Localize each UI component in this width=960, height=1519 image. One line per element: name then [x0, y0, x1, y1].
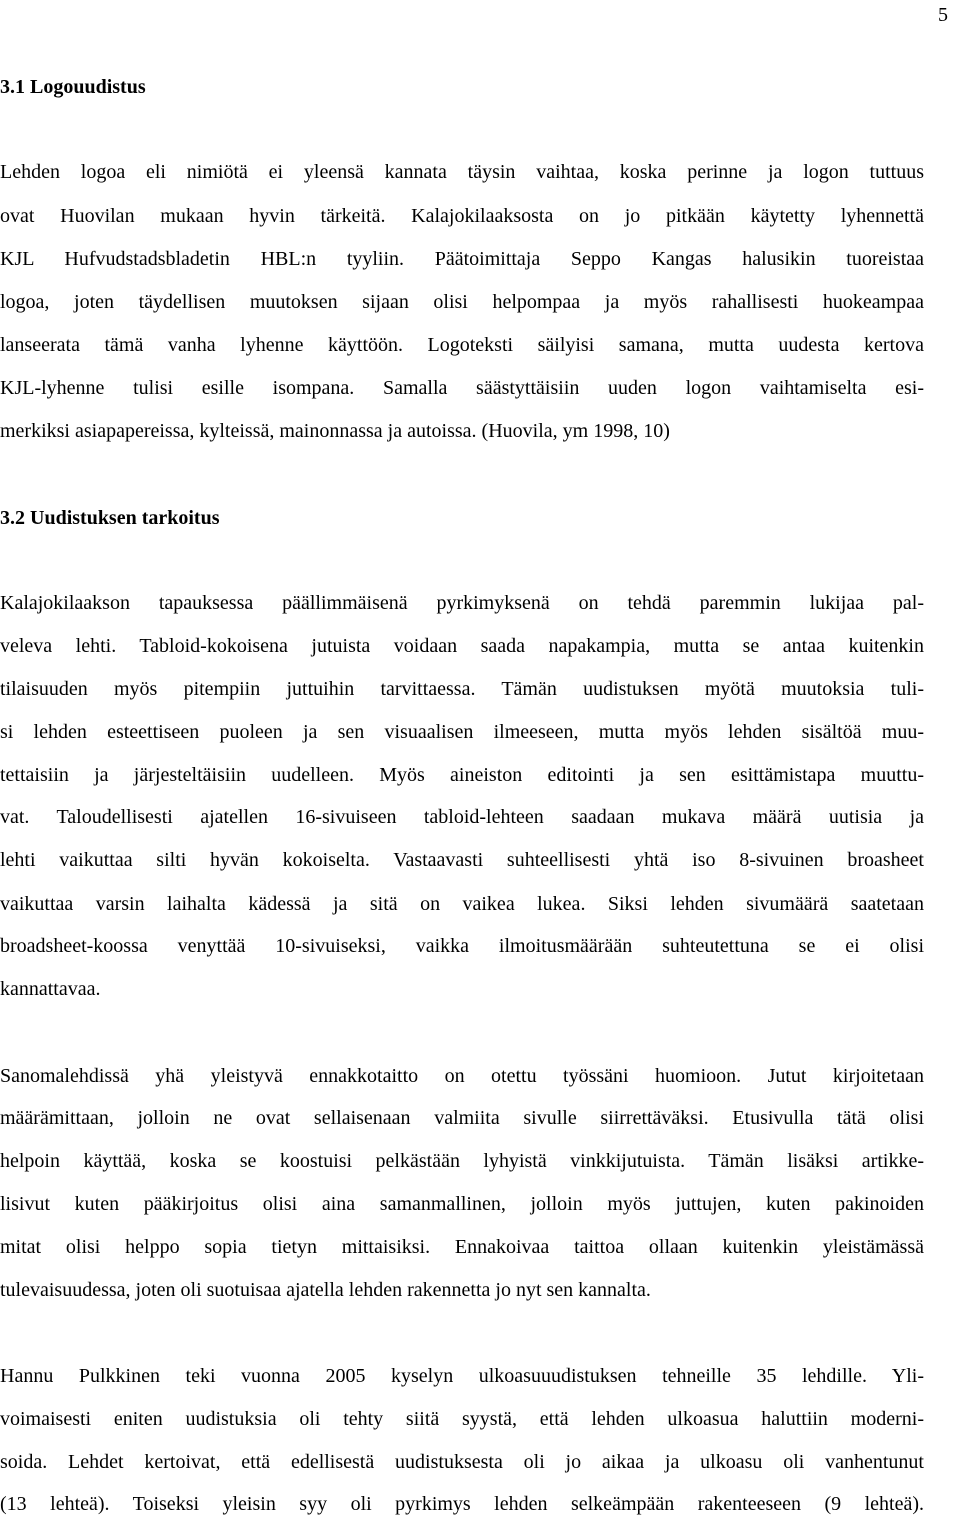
text-line: logoa, joten täydellisen muutoksen sijaan olisi helpompaa ja myös rahallisesti huokeampaa [0, 291, 924, 313]
text-line: tettaisiin ja järjesteltäisiin uudelleen. Myös aineiston editointi ja sen esittämistapa muuttu- [0, 764, 924, 786]
text-line: lehti vaikuttaa silti hyvän kokoiselta. Vastaavasti suhteellisesti yhtä iso 8-sivuinen broasheet [0, 849, 924, 871]
text-line: merkiksi asiapapereissa, kylteissä, mainonnassa ja autoissa. (Huovila, ym 1998, 10) [0, 420, 670, 442]
text-line: KJL-lyhenne tulisi esille isompana. Samalla säästyttäisiin uuden logon vaihtamiselta esi- [0, 377, 924, 399]
text-line: vaikuttaa varsin laihalta kädessä ja sitä on vaikea lukea. Siksi lehden sivumäärä saatetaan [0, 893, 924, 915]
text-line: vat. Taloudellisesti ajatellen 16-sivuiseen tabloid-lehteen saadaan mukava määrä uutisia ja [0, 806, 924, 828]
section-heading-uudistuksen-tarkoitus: 3.2 Uudistuksen tarkoitus [0, 507, 220, 529]
text-line: helpoin käyttää, koska se koostuisi pelkästään lyhyistä vinkkijutuista. Tämän lisäksi artikke- [0, 1150, 924, 1172]
text-line: tilaisuuden myös pitempiin juttuihin tarvittaessa. Tämän uudistuksen myötä muutoksia tuli- [0, 678, 924, 700]
text-line: määrämittaan, jolloin ne ovat sellaisenaan valmiita sivulle siirrettäväksi. Etusivulla tätä olisi [0, 1107, 924, 1129]
text-line: voimaisesti eniten uudistuksia oli tehty siitä syystä, että lehden ulkoasua haluttiin moderni- [0, 1408, 924, 1430]
text-line: tulevaisuudessa, joten oli suotuisaa ajatella lehden rakennetta jo nyt sen kannalta. [0, 1279, 651, 1301]
text-line: mitat olisi helppo sopia tietyn mittaisiksi. Ennakoivaa taittoa ollaan kuitenkin yleistämässä [0, 1236, 924, 1258]
text-line: Kalajokilaakson tapauksessa päällimmäisenä pyrkimyksenä on tehdä paremmin lukijaa pal- [0, 592, 924, 614]
text-line: Hannu Pulkkinen teki vuonna 2005 kyselyn ulkoasuuudistuksen tehneille 35 lehdille. Yli- [0, 1365, 924, 1387]
text-line: ovat Huovilan mukaan hyvin tärkeitä. Kalajokilaaksosta on jo pitkään käytetty lyhennettä [0, 205, 924, 227]
text-line: kannattavaa. [0, 978, 101, 1000]
text-line: KJL Hufvudstadsbladetin HBL:n tyyliin. Päätoimittaja Seppo Kangas halusikin tuoreistaa [0, 248, 924, 270]
section-heading-logouudistus: 3.1 Logouudistus [0, 76, 146, 98]
text-line: si lehden esteettiseen puoleen ja sen visuaalisen ilmeeseen, mutta myös lehden sisältöä muu- [0, 721, 924, 743]
text-line: Lehden logoa eli nimiötä ei yleensä kannata täysin vaihtaa, koska perinne ja logon tuttuus [0, 161, 924, 183]
text-line: lanseerata tämä vanha lyhenne käyttöön. Logoteksti säilyisi samana, mutta uudesta kertova [0, 334, 924, 356]
text-line: (13 lehteä). Toiseksi yleisin syy oli pyrkimys lehden selkeämpään rakenteeseen (9 lehteä). [0, 1493, 924, 1515]
text-line: lisivut kuten pääkirjoitus olisi aina samanmallinen, jolloin myös juttujen, kuten pakinoiden [0, 1193, 924, 1215]
text-line: Sanomalehdissä yhä yleistyvä ennakkotaitto on otettu työssäni huomioon. Jutut kirjoitetaan [0, 1065, 924, 1087]
text-line: soida. Lehdet kertoivat, että edellisestä uudistuksesta oli jo aikaa ja ulkoasu oli vanhentunut [0, 1451, 924, 1473]
page-number: 5 [938, 4, 948, 26]
text-line: broadsheet-koossa venyttää 10-sivuiseksi, vaikka ilmoitusmäärään suhteutettuna se ei olisi [0, 935, 924, 957]
text-line: veleva lehti. Tabloid-kokoisena jutuista voidaan saada napakampia, mutta se antaa kuitenkin [0, 635, 924, 657]
